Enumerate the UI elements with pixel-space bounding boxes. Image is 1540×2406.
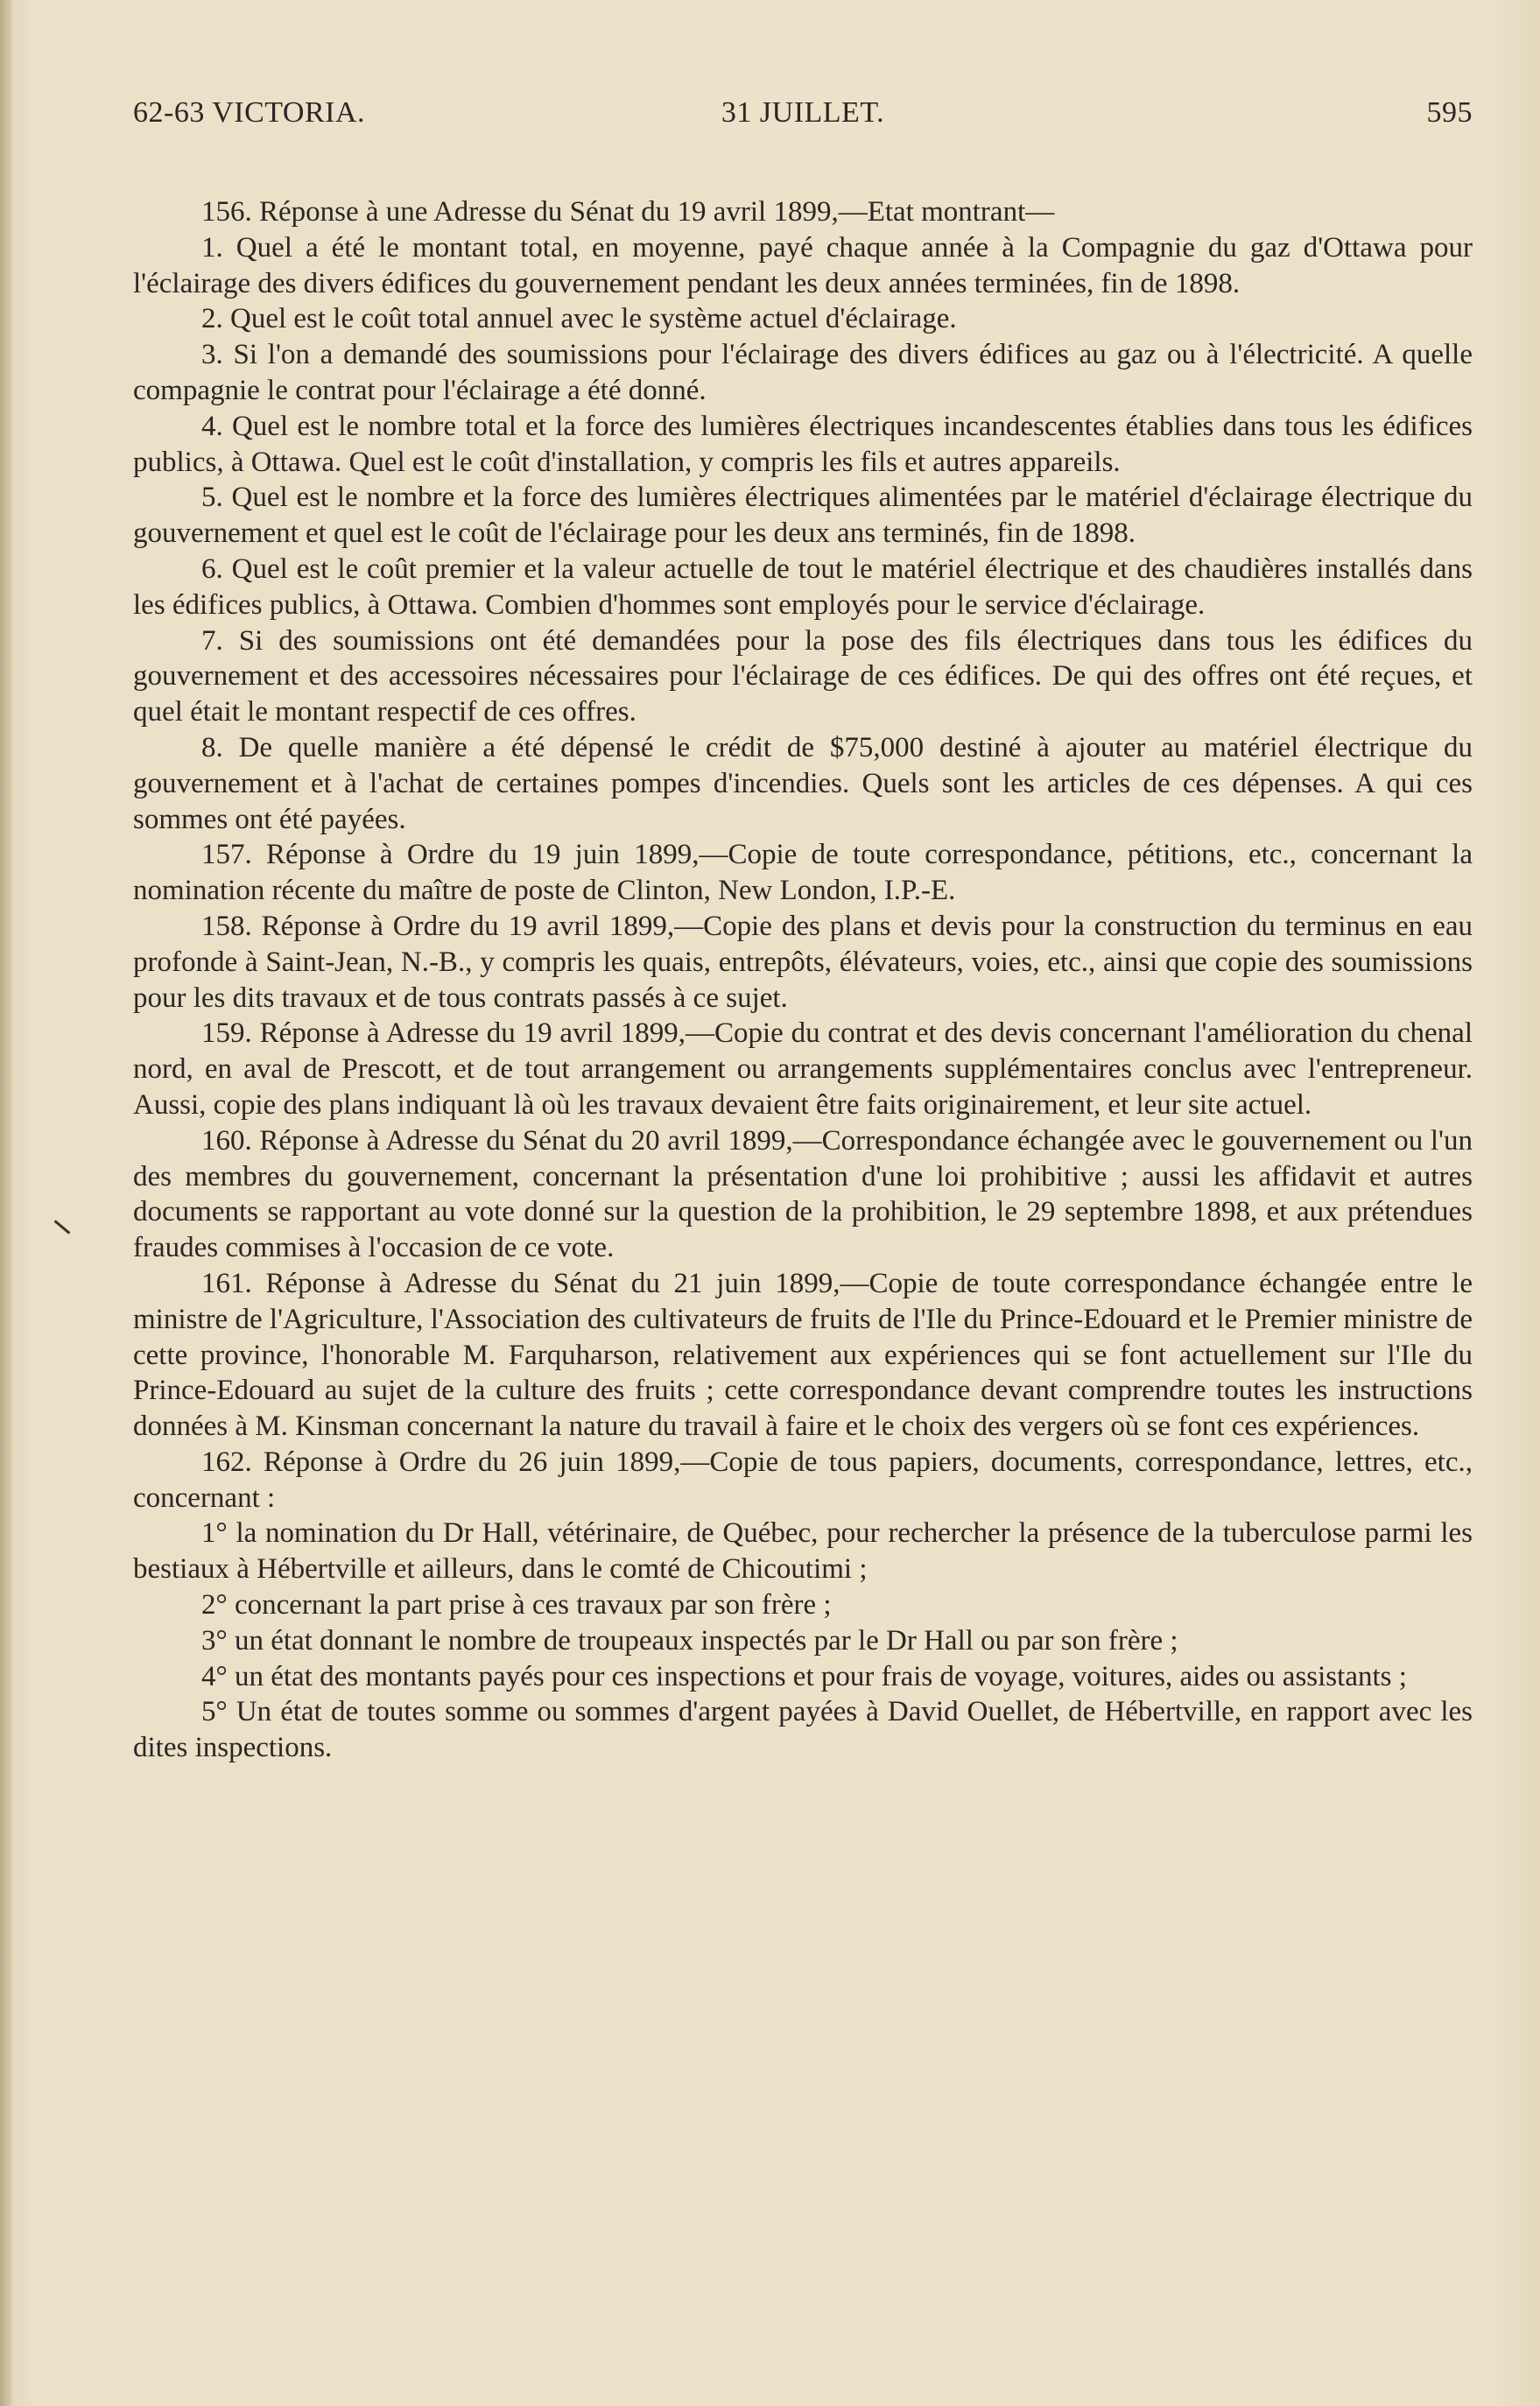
paragraph: 159. Réponse à Adresse du 19 avril 1899,—Copie du contrat et des devis concernant l'amélioration du chenal nord, en aval de Prescott, et de tout arrangement ou arrangements supplémentaires conclus avec l'entrepreneur. Aussi, copie des plans indiquant là où les travaux devaient être faits originairement, et leur site actuel.	[133, 1017, 1473, 1121]
paragraph: 5° Un état de toutes somme ou sommes d'argent payées à David Ouellet, de Hébertville, en rapport avec les dites inspections.	[133, 1696, 1473, 1764]
page-content	[133, 88, 1473, 1766]
stray-ink-mark	[54, 1220, 71, 1234]
paragraph: 4° un état des montants payés pour ces inspections et pour frais de voyage, voitures, aides ou assistants ;	[201, 1660, 1407, 1692]
running-head-date: 31 JUILLET.	[721, 96, 885, 129]
paragraph: 7. Si des soumissions ont été demandées pour la pose des fils électriques dans tous les édifices du gouvernement et des accessoires nécessaires pour l'éclairage de ces édifices. De qui des offres ont été reçues, et quel était le montant respectif de ces offres.	[133, 624, 1473, 728]
paragraph: 1. Quel a été le montant total, en moyenne, payé chaque année à la Compagnie du gaz d'Ottawa pour l'éclairage des divers édifices du gouvernement pendant les deux années terminées, fin de 1898.	[133, 231, 1473, 299]
paragraph: 1° la nomination du Dr Hall, vétérinaire, de Québec, pour rechercher la présence de la tuberculose parmi les bestiaux à Hébertville et ailleurs, dans le comté de Chicoutimi ;	[133, 1517, 1473, 1586]
paragraph: 4. Quel est le nombre total et la force des lumières électriques incandescentes établies dans tous les édifices publics, à Ottawa. Quel est le coût d'installation, y compris les fils et autres appareils.	[133, 410, 1473, 478]
binding-edge	[0, 0, 12, 2406]
paragraph: 2. Quel est le coût total annuel avec le système actuel d'éclairage.	[201, 303, 957, 335]
paragraph: 2° concernant la part prise à ces travaux par son frère ;	[201, 1589, 832, 1622]
document-body	[133, 194, 1473, 1766]
paragraph: 5. Quel est le nombre et la force des lumières électriques alimentées par le matériel d'éclairage électrique du gouvernement et quel est le coût de l'éclairage pour les deux ans terminés, fin de 1898.	[133, 482, 1473, 550]
paragraph: 156. Réponse à une Adresse du Sénat du 19 avril 1899,—Etat montrant—	[201, 196, 1055, 228]
paragraph: 6. Quel est le coût premier et la valeur actuelle de tout le matériel électrique et des chaudières installés dans les édifices publics, à Ottawa. Combien d'hommes sont employés pour le service d'éclairage.	[133, 552, 1473, 621]
paragraph: 157. Réponse à Ordre du 19 juin 1899,—Copie de toute correspondance, pétitions, etc., concernant la nomination récente du maître de poste de Clinton, New London, I.P.-E.	[133, 839, 1473, 907]
paragraph: 161. Réponse à Adresse du Sénat du 21 juin 1899,—Copie de toute correspondance échangée entre le ministre de l'Agriculture, l'Association des cultivateurs de fruits de l'Ile du Prince-Edouard et le Premier ministre de cette province, l'honorable M. Farquharson, relativement aux expériences qui se font actuellement sur l'Ile du Prince-Edouard au sujet de la culture des fruits ; cette correspondance devant comprendre toutes les instructions données à M. Kinsman concernant la nature du travail à faire et le choix des vergers où se font ces expériences.	[133, 1267, 1473, 1443]
page-number: 595	[1426, 96, 1473, 129]
paragraph: 3. Si l'on a demandé des soumissions pour l'éclairage des divers édifices au gaz ou à l'électricité. A quelle compagnie le contrat pour l'éclairage a été donné.	[133, 339, 1473, 406]
paragraph: 3° un état donnant le nombre de troupeaux inspectés par le Dr Hall ou par son frère ;	[201, 1624, 1178, 1657]
paragraph: 162. Réponse à Ordre du 26 juin 1899,—Copie de tous papiers, documents, correspondance, lettres, etc., concernant :	[133, 1446, 1473, 1514]
paragraph: 8. De quelle manière a été dépensé le crédit de $75,000 destiné à ajouter au matériel électrique du gouvernement et à l'achat de certaines pompes d'incendies. Quels sont les articles de ces dépenses. A qui ces sommes ont été payées.	[133, 731, 1473, 835]
running-head-volume: 62-63 VICTORIA.	[133, 96, 366, 129]
running-head	[133, 88, 1473, 138]
paragraph: 160. Réponse à Adresse du Sénat du 20 avril 1899,—Correspondance échangée avec le gouvernement ou l'un des membres du gouvernement, concernant la présentation d'une loi prohibitive ; aussi les affidavit et autres documents se rapportant au vote donné sur la question de la prohibition, le 29 septembre 1898, et aux prétendues fraudes commises à l'occasion de ce vote.	[133, 1124, 1473, 1264]
paragraph: 158. Réponse à Ordre du 19 avril 1899,—Copie des plans et devis pour la construction du terminus en eau profonde à Saint-Jean, N.-B., y compris les quais, entrepôts, élévateurs, voies, etc., ainsi que copie des soumissions pour les dits travaux et de tous contrats passés à ce sujet.	[133, 910, 1473, 1014]
